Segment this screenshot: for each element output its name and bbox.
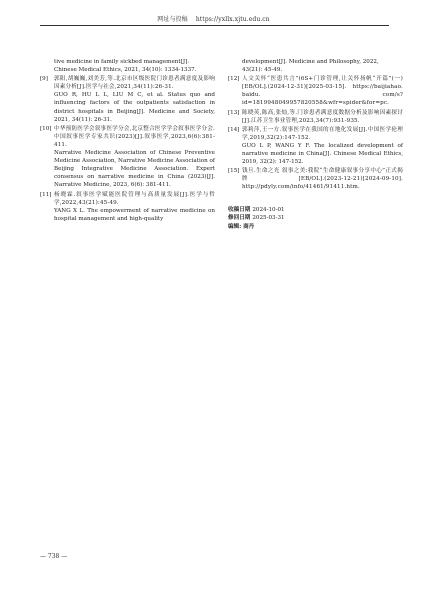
editor-colon: :: [239, 223, 242, 230]
reference-item: [228, 109, 403, 125]
received-date-value: 2024-10-01: [252, 206, 285, 213]
left-column: [40, 58, 215, 224]
received-date-label: 收稿日期: [228, 206, 253, 213]
right-column: [228, 58, 403, 231]
reference-en: YANG X L. The empowerment of narrative medicine on hospital management and high-quality: [54, 207, 215, 222]
reference-number: [13]: [228, 109, 240, 116]
reference-item: [228, 75, 403, 107]
reference-item: [228, 167, 403, 191]
reference-zh: 陈晓英,陈高,张灿,等.门诊患者满意度数据分析及影响因素探讨[J].江苏卫生事业管理,2023,34(7):931-935.: [242, 109, 403, 124]
revised-date-label: 修回日期: [228, 215, 253, 222]
journal-url[interactable]: https://yxllx.xjtu.edu.cn: [195, 16, 270, 23]
reference-line: 43(21): 45-49.: [242, 67, 283, 74]
page-number: — 738 —: [40, 553, 68, 560]
reference-number: [14]: [228, 126, 240, 133]
running-header: [0, 14, 427, 23]
reference-continuation: [40, 58, 215, 74]
reference-zh: 人文关怀“医患共言”(6S+门诊管理,让关怀扬帆“开篇”(一)[EB/OL].(2024-12-31)[2025-03-15]. https://baijiahao. baidu. com/s?id=1819948049957820558&wfr=spider&for=pc.: [242, 76, 403, 107]
reference-zh: 郭莉萍,王一方.叙事医学在我国的在地化发展[J].中国医学伦理学,2019,32(2):147-152.: [242, 126, 403, 141]
reference-line: tive medicine in family sickbed management[J].: [54, 59, 190, 65]
editor-row: [228, 223, 403, 232]
reference-item: [228, 126, 403, 166]
reference-zh: 郭阳,胡巍巍,刘美芳,等.北京市区级医院门诊患者满意度及影响因素分析[J].医学与社会,2021,34(11):26-31.: [54, 76, 215, 91]
received-date-row: [228, 206, 403, 215]
reference-line: development[J]. Medicine and Philosophy, 2022,: [242, 59, 379, 65]
reference-continuation: [228, 58, 403, 74]
reference-zh: 中华预防医学会叙事医学分会,北京整合医学学会叙事医学分会.中国叙事医学专家共识(2023)[J].叙事医学,2023,6(6):381-411.: [54, 125, 215, 148]
reference-line: Chinese Medical Ethics, 2021, 34(10): 1334-1337.: [54, 67, 197, 74]
reference-number: [15]: [228, 168, 240, 175]
revised-date-value: 2025-03-31: [252, 215, 285, 222]
reference-zh: 杨晓霖.叙事医学赋能医院管理与高质量发展[J].医学与哲学,2022,43(21):45-49.: [54, 191, 215, 206]
journal-name: 网址与投稿: [157, 16, 188, 23]
reference-zh: 钱旦.生命之光 叙事之美:我院“生命健康叙事分享中心”正式揭牌[EB/OL].(2023-12-21)[2024-09-10]. http://pdyly.com/info/41461/91411.htm.: [242, 168, 403, 191]
editor-value: 商丹: [243, 223, 255, 230]
header-divider: [40, 25, 389, 26]
reference-number: [10]: [40, 125, 52, 132]
reference-number: [9]: [40, 76, 48, 83]
reference-item: [40, 191, 215, 223]
reference-item: [40, 75, 215, 124]
reference-en: GUO R, HU L L, LIU M C, et al. Status quo and influencing factors of the outpatients satisfaction in district hospitals in Beijing[J]. Medicine and Society, 2021, 34(11): 26-31.: [54, 92, 215, 123]
editor-label: 编辑: [228, 223, 240, 230]
reference-number: [12]: [228, 76, 240, 83]
reference-en: Narrative Medicine Association of Chinese Preventive Medicine Association, Narrative Medicine Association of Beijing Integrative Medicine Association. Expert consensus on narrative medicine in China (2023)[J]. Narrative Medicine, 2023, 6(6): 381-411.: [54, 150, 215, 189]
article-meta: [228, 206, 403, 232]
reference-number: [11]: [40, 191, 52, 198]
revised-date-row: [228, 214, 403, 223]
reference-item: [40, 125, 215, 190]
reference-en: GUO L P, WANG Y F. The localized development of narrative medicine in China[J]. Chinese Medical Ethics, 2019, 32(2): 147-152.: [242, 142, 403, 166]
